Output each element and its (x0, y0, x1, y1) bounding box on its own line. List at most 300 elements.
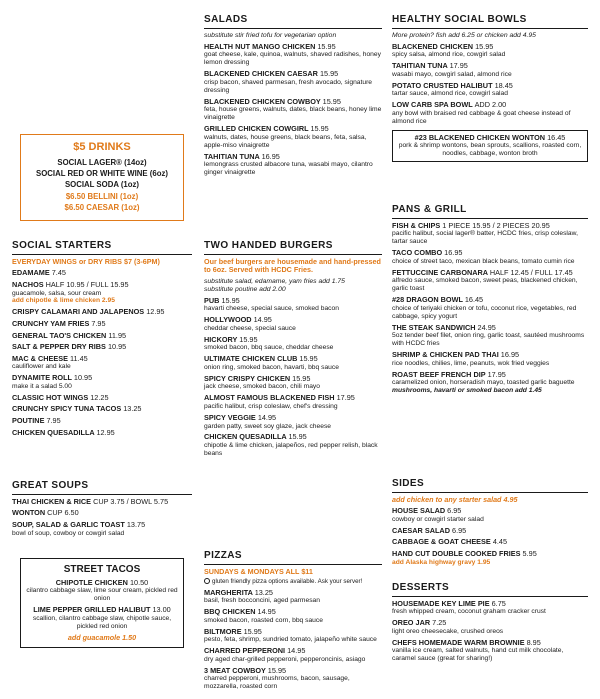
item-price: 13.25 (123, 404, 142, 414)
item-price: 7.95 (91, 318, 106, 328)
item-price: 6.75 (491, 598, 506, 608)
item-price: 7.25 (432, 618, 447, 628)
item-price: 16.95 (500, 350, 520, 359)
item-desc: charred pepperoni, mushrooms, bacon, sausage, mozzarella, roasted corn (204, 675, 350, 691)
item-name-text: GRILLED CHICKEN COWGIRL (204, 124, 309, 134)
item-name-text: CAESAR SALAD (392, 525, 450, 535)
item-price: 24.95 (477, 322, 496, 332)
item-price: 16.95 (261, 151, 280, 161)
starters-list (12, 269, 192, 437)
item-name (12, 269, 192, 278)
item-name (204, 647, 382, 656)
menu-item (204, 589, 382, 606)
item-desc: vanilla ice cream, salted walnuts, hand cut milk chocolate, caramel sauce (great for sharing!) (392, 647, 564, 663)
menu-item (12, 405, 192, 414)
menu-item (204, 70, 382, 94)
item-name (12, 521, 192, 530)
item-desc: pacific halibut, social lager® batter, HCDC fries, crisp coleslaw, tartar sauce (392, 230, 578, 246)
bowls-section (392, 14, 588, 162)
menu-item (25, 606, 179, 630)
item-price: 6.95 (452, 525, 467, 535)
desserts-list (392, 600, 588, 663)
item-desc: chipotle & lime chicken, jalapeños, red pepper relish, black beans (204, 442, 378, 457)
item-price: CUP 6.50 (47, 508, 79, 518)
item-name (12, 374, 192, 383)
item-name (12, 332, 192, 341)
item-name-text: CRUNCHY SPICY TUNA TACOS (12, 404, 122, 414)
item-name-text: MAC & CHEESE (12, 353, 68, 363)
item-name (204, 375, 382, 384)
item-price: 14.95 (257, 412, 277, 422)
item-price: 11.95 (108, 330, 127, 340)
desserts-section (392, 582, 588, 666)
menu-item (392, 550, 588, 567)
item-price: 15.95 (221, 295, 240, 305)
item-name (204, 414, 382, 423)
item-price: 4.45 (492, 537, 508, 547)
burgers-promo: Our beef burgers are housemade and hand-pressed to 6oz. Served with HCDC Fries. (204, 256, 381, 275)
drink-line: $6.50 CAESAR (1oz) (64, 202, 140, 212)
item-name-text: THE STEAK SANDWICH (392, 322, 476, 332)
item-desc: alfredo sauce, smoked bacon, sweet peas, blackened chicken, garlic toast (392, 277, 578, 293)
item-name (204, 608, 382, 617)
item-price: HALF 12.45 / FULL 17.45 (489, 267, 573, 277)
item-name (12, 429, 192, 438)
menu-item (392, 222, 588, 246)
menu-item (25, 579, 179, 603)
item-name (392, 324, 588, 333)
item-name (12, 509, 192, 518)
wonton-box (392, 130, 588, 162)
item-name (204, 43, 382, 52)
item-desc: choice of street taco, mexican black beans, tomato cumin rice (392, 257, 575, 265)
item-price: 13.00 (152, 605, 171, 615)
menu-item (392, 371, 588, 395)
item-desc: cilantro cabbage slaw, lime sour cream, pickled red onion (26, 587, 178, 603)
item-name (204, 70, 382, 79)
item-name-text: BBQ CHICKEN (204, 607, 256, 617)
menu-item (204, 608, 382, 625)
burgers-list (204, 297, 382, 458)
menu-item (12, 521, 192, 538)
item-price: 15.95 (288, 432, 307, 442)
item-name-text: LOW CARB SPA BOWL (392, 100, 473, 110)
menu-item (392, 351, 588, 368)
section-title: SOCIAL STARTERS (12, 240, 192, 255)
social-starters-section (12, 240, 192, 440)
item-name-text: HOUSE SALAD (392, 506, 446, 516)
menu-item (204, 297, 382, 314)
street-tacos-box (20, 558, 184, 648)
item-name-text: ALMOST FAMOUS BLACKENED FISH (204, 393, 335, 403)
drinks-title: $5 DRINKS (73, 141, 131, 153)
starters-promo: EVERYDAY WINGS or DRY RIBS $7 (3-6PM) (12, 256, 160, 266)
item-name (392, 507, 588, 516)
menu-item (392, 296, 588, 320)
menu-item (392, 619, 588, 636)
item-price: 12.95 (146, 307, 165, 317)
item-name-text: FISH & CHIPS (392, 220, 441, 230)
pizzas-section (204, 550, 382, 694)
item-name (392, 371, 588, 380)
item-price: 1 PIECE 15.95 / 2 PIECES 20.95 (442, 220, 550, 230)
menu-item (204, 336, 382, 353)
item-price: 12.25 (90, 392, 109, 402)
burgers-section (204, 240, 382, 461)
item-price: 15.95 (322, 96, 341, 106)
menu-item (392, 600, 588, 617)
bowls-list (392, 43, 588, 126)
item-name (204, 355, 382, 364)
item-name (204, 316, 382, 325)
drink-line: SOCIAL SODA (1oz) (64, 180, 140, 190)
item-desc: light oreo cheesecake, crushed oreos (392, 627, 504, 635)
section-title: GREAT SOUPS (12, 480, 192, 495)
item-name-text: PUB (204, 295, 220, 305)
item-name-text: SPICY VEGGIE (204, 412, 256, 422)
item-price: 16.45 (547, 132, 566, 142)
section-title: SALADS (204, 14, 382, 29)
item-name (204, 336, 382, 345)
item-name-text: CHARRED PEPPERONI (204, 646, 286, 656)
menu-item (392, 538, 588, 547)
drink-line: SOCIAL RED OR WHITE WINE (6oz) (36, 169, 168, 179)
item-desc: jack cheese, smoked bacon, chili mayo (204, 383, 320, 391)
sides-list (392, 507, 588, 566)
item-desc: pacific halibut, crisp coleslaw, chef's dressing (204, 402, 338, 410)
item-name-text: TACO COMBO (392, 248, 443, 258)
menu-item (12, 498, 192, 507)
drink-line: $6.50 BELLINI (1oz) (65, 191, 139, 201)
item-desc: smoked bacon, bbq sauce, cheddar cheese (204, 344, 334, 352)
item-name (12, 417, 192, 426)
item-price: 15.95 (317, 41, 336, 51)
section-title: HEALTHY SOCIAL BOWLS (392, 14, 588, 29)
item-name-text: CHICKEN QUESADILLA (12, 427, 95, 437)
item-name-text: CHEFS HOMEMADE WARM BROWNIE (392, 637, 525, 647)
item-name (204, 394, 382, 403)
pizzas-promo: SUNDAYS & MONDAYS ALL $11 (204, 566, 313, 576)
menu-item (392, 507, 588, 524)
item-name (204, 297, 382, 306)
item-name (12, 394, 192, 403)
item-price: 15.95 (319, 69, 339, 79)
item-price: 14.95 (253, 315, 272, 325)
item-name (392, 600, 588, 609)
menu-item (392, 639, 588, 663)
item-name-text: BLACKENED CHICKEN CAESAR (204, 69, 318, 79)
item-name (392, 62, 588, 71)
item-price: 17.95 (487, 369, 506, 379)
item-name-text: CABBAGE & GOAT CHEESE (392, 537, 491, 547)
menu-item (12, 417, 192, 426)
item-price: 17.95 (449, 61, 468, 71)
item-note: add chipotle & lime chicken 2.95 (12, 297, 115, 305)
item-desc: tartar sauce, almond rice, cowgirl salad (392, 90, 508, 98)
menu-item (12, 308, 192, 317)
item-name-text: HOLLYWOOD (204, 315, 252, 325)
menu-item (392, 249, 588, 266)
item-name-text: FETTUCCINE CARBONARA (392, 267, 488, 277)
item-desc: garden patty, sweet soy glaze, jack cheese (204, 422, 332, 430)
menu-item (12, 394, 192, 403)
sides-section (392, 478, 588, 570)
pizzas-list (204, 589, 382, 691)
item-name-text: CHICKEN QUESADILLA (204, 432, 287, 442)
item-name (25, 606, 179, 615)
item-name-text: HAND CUT DOUBLE COOKED FRIES (392, 549, 521, 559)
pans-section (392, 204, 588, 398)
item-name-text: 3 MEAT COWBOY (204, 665, 266, 675)
item-desc: 5oz tender beef filet, onion ring, garlic toast, sautéed mushrooms with HCDC fries (392, 332, 585, 348)
menu-item (12, 320, 192, 329)
item-desc: rice noodles, chilies, lime, peanuts, wok fried veggies (392, 359, 550, 367)
menu-item (398, 134, 582, 158)
item-name (12, 355, 192, 364)
item-name (12, 281, 192, 290)
item-name (392, 43, 588, 52)
item-note: add Alaska highway gravy 1.95 (392, 558, 491, 566)
item-name-text: ULTIMATE CHICKEN CLUB (204, 354, 298, 364)
item-price: HALF 10.95 / FULL 15.95 (45, 279, 129, 289)
item-price: 8.95 (526, 637, 541, 647)
item-name-text: TAHITIAN TUNA (204, 151, 260, 161)
item-name-text: OREO JAR (392, 618, 431, 628)
item-name-text: EDAMAME (12, 268, 50, 278)
item-desc: scallion, cilantro cabbage slaw, chipotle sauce, pickled red onion (32, 614, 172, 630)
item-name-text: GENERAL TAO'S CHICKEN (12, 330, 107, 340)
item-price: 17.95 (336, 393, 355, 403)
menu-item (392, 101, 588, 125)
soups-list (12, 498, 192, 538)
item-desc: cauliflower and kale (12, 363, 71, 371)
item-desc: havarti cheese, special sauce, smoked bacon (204, 305, 339, 313)
item-price: 10.50 (129, 577, 149, 587)
salads-list (204, 43, 382, 177)
menu-item (392, 269, 588, 293)
menu-item (204, 433, 382, 457)
section-title: PANS & GRILL (392, 204, 588, 219)
item-name (392, 82, 588, 91)
sides-promo: add chicken to any starter salad 4.95 (392, 494, 518, 504)
menu-item (392, 527, 588, 536)
item-desc: basil, fresh bocconcini, aged parmesan (204, 597, 320, 605)
item-price: 15.95 (239, 334, 258, 344)
item-name-text: BILTMORE (204, 626, 242, 636)
item-name-text: SALT & PEPPER DRY RIBS (12, 342, 106, 352)
item-name-text: LIME PEPPER GRILLED HALIBUT (33, 605, 151, 615)
item-name (392, 550, 588, 559)
gf-note-text: gluten friendly pizza options available. Ask your server! (212, 578, 363, 586)
section-title: STREET TACOS (63, 564, 141, 575)
item-name-text: CLASSIC HOT WINGS (12, 392, 89, 402)
item-name-text: ROAST BEEF FRENCH DIP (392, 369, 486, 379)
menu-item (12, 374, 192, 391)
item-price: 16.45 (464, 295, 484, 305)
menu-item (204, 628, 382, 645)
item-name (392, 538, 588, 547)
item-price: 11.45 (69, 353, 88, 363)
item-name (392, 619, 588, 628)
item-price: 12.95 (96, 427, 115, 437)
menu-item (204, 355, 382, 372)
item-price: 18.45 (494, 80, 513, 90)
item-name (12, 308, 192, 317)
item-name-text: HICKORY (204, 334, 238, 344)
item-name-text: HEALTH NUT MANGO CHICKEN (204, 41, 316, 51)
menu-item (12, 509, 192, 518)
item-price: 15.95 (292, 373, 311, 383)
item-desc: choice of teriyaki chicken or tofu, coconut rice, vegetables, red cabbage, spicy yogurt (392, 304, 577, 320)
item-name (392, 269, 588, 278)
item-desc: walnuts, dates, house greens, black beans, feta, salsa, apple-miso vinaigrette (204, 133, 367, 149)
item-price: 15.95 (310, 124, 329, 134)
bowls-sub: More protein? fish add 6.25 or chicken add 4.95 (392, 31, 536, 39)
menu-item (204, 414, 382, 431)
item-name (12, 320, 192, 329)
item-desc: lemongrass crusted albacore tuna, wasabi mayo, cilantro ginger vinaigrette (204, 161, 373, 177)
item-desc: cowboy or cowgirl starter salad (392, 515, 484, 523)
item-name (392, 639, 588, 648)
item-desc: pork & shrimp wontons, bean sprouts, scallions, roasted corn, noodles, cabbage, wonton broth (398, 142, 582, 158)
gluten-free-icon (204, 578, 210, 584)
item-price: CUP 3.75 / BOWL 5.75 (93, 496, 169, 506)
item-desc: bowl of soup, cowboy or cowgirl salad (12, 529, 125, 537)
menu-item (204, 647, 382, 664)
menu-item (12, 343, 192, 352)
item-price: 15.95 (475, 41, 494, 51)
item-name (204, 125, 382, 134)
gluten-friendly-note (204, 578, 382, 585)
item-name-text: CRUNCHY YAM FRIES (12, 318, 90, 328)
item-price: 15.95 (243, 626, 262, 636)
item-desc: pesto, feta, shrimp, sundried tomato, jalapeño white sauce (204, 636, 377, 644)
item-price: ADD 2.00 (474, 100, 507, 110)
item-desc: onion ring, smoked bacon, havarti, bbq sauce (204, 363, 339, 371)
item-name (204, 667, 382, 676)
menu-item (392, 324, 588, 348)
item-desc: make it a salad 5.00 (12, 382, 72, 390)
item-price: 6.95 (447, 506, 462, 516)
item-price: 10.95 (107, 342, 127, 352)
item-desc: crisp bacon, shaved parmesan, fresh avocado, signature dressing (204, 78, 373, 94)
tacos-list (25, 579, 179, 631)
item-desc: smoked bacon, roasted corn, bbq sauce (204, 616, 323, 624)
item-name-text: SOUP, SALAD & GARLIC TOAST (12, 520, 125, 530)
menu-item (12, 269, 192, 278)
burgers-sub: substitute poutine add 2.00 (204, 285, 286, 293)
item-name-text: NACHOS (12, 279, 44, 289)
item-note: mushrooms, havarti or smoked bacon add 1.45 (392, 387, 542, 395)
item-name (392, 296, 588, 305)
item-price: 5.95 (522, 549, 537, 559)
item-name (392, 351, 588, 360)
item-name-text: HOUSEMADE KEY LIME PIE (392, 598, 490, 608)
item-name (12, 343, 192, 352)
menu-item (12, 332, 192, 341)
menu-item (204, 316, 382, 333)
item-name-text: TAHITIAN TUNA (392, 61, 448, 71)
item-name-text: THAI CHICKEN & RICE (12, 496, 92, 506)
section-title: DESSERTS (392, 582, 588, 597)
item-desc: dry aged char-grilled pepperoni, pepperoncinis, asiago (204, 655, 366, 663)
tacos-note: add guacamole 1.50 (67, 632, 137, 642)
item-desc: fresh whipped cream, coconut graham cracker crust (392, 608, 546, 616)
item-name-text: WONTON (12, 508, 46, 518)
item-name (392, 527, 588, 536)
menu-item (204, 375, 382, 392)
item-name-text: #23 BLACKENED CHICKEN WONTON (414, 132, 546, 142)
menu-item (392, 62, 588, 79)
menu-item (204, 125, 382, 149)
pans-list (392, 222, 588, 395)
menu-item (204, 43, 382, 67)
item-price: 13.25 (254, 587, 273, 597)
item-name (204, 589, 382, 598)
item-desc: caramelized onion, horseradish mayo, toasted garlic baguette (392, 379, 575, 387)
burgers-sub: substitute salad, edamame, yam fries add 1.75 (204, 277, 345, 285)
item-price: 15.95 (299, 354, 318, 364)
menu-item (12, 429, 192, 438)
item-name-text: BLACKENED CHICKEN COWBOY (204, 96, 321, 106)
item-desc: cheddar cheese, special sauce (204, 324, 296, 332)
item-name-text: CRISPY CALAMARI AND JALAPENOS (12, 307, 145, 317)
item-name (25, 579, 179, 588)
item-name (204, 153, 382, 162)
salads-section (204, 14, 382, 180)
item-name-text: CHIPOTLE CHICKEN (55, 577, 128, 587)
item-price: 7.95 (46, 416, 61, 425)
item-name (12, 405, 192, 414)
salads-sub: substitute stir fried tofu for vegetarian option (204, 31, 337, 39)
item-name-text: POTATO CRUSTED HALIBUT (392, 80, 493, 90)
menu-item (204, 394, 382, 411)
menu-item (12, 281, 192, 305)
drink-line: SOCIAL LAGER® (14oz) (57, 157, 147, 167)
great-soups-section (12, 480, 192, 541)
item-name (204, 98, 382, 107)
item-desc: wasabi mayo, cowgirl salad, almond rice (392, 70, 512, 78)
item-name (398, 134, 582, 143)
item-name-text: SPICY CRISPY CHICKEN (204, 373, 291, 383)
item-desc: feta, house greens, walnuts, dates, black beans, honey lime vinaigrette (204, 106, 382, 122)
item-name-text: DYNAMITE ROLL (12, 373, 72, 383)
drinks-box (20, 134, 184, 221)
menu-item (392, 82, 588, 99)
menu-item (204, 98, 382, 122)
item-desc: spicy salsa, almond rice, cowgirl salad (392, 51, 506, 59)
section-title: TWO HANDED BURGERS (204, 240, 382, 255)
item-price: 7.45 (51, 268, 66, 278)
section-title: PIZZAS (204, 550, 382, 565)
item-price: 10.95 (73, 373, 93, 383)
menu-item (12, 355, 192, 372)
item-price: 15.95 (267, 665, 287, 675)
item-desc: any bowl with braised red cabbage & goat cheese instead of almond rice (392, 109, 571, 125)
item-name (204, 433, 382, 442)
item-desc: guacamole, salsa, sour cream (12, 289, 102, 297)
item-name-text: SHRIMP & CHICKEN PAD THAI (392, 350, 499, 359)
item-name (204, 628, 382, 637)
item-name (392, 249, 588, 258)
item-name-text: MARGHERITA (204, 587, 253, 597)
item-price: 16.95 (444, 248, 463, 258)
item-name (392, 101, 588, 110)
menu-item (204, 153, 382, 177)
item-name (12, 498, 192, 507)
item-desc: goat cheese, kale, quinoa, walnuts, shaved radishes, honey lemon dressing (204, 51, 381, 67)
menu-item (392, 43, 588, 60)
